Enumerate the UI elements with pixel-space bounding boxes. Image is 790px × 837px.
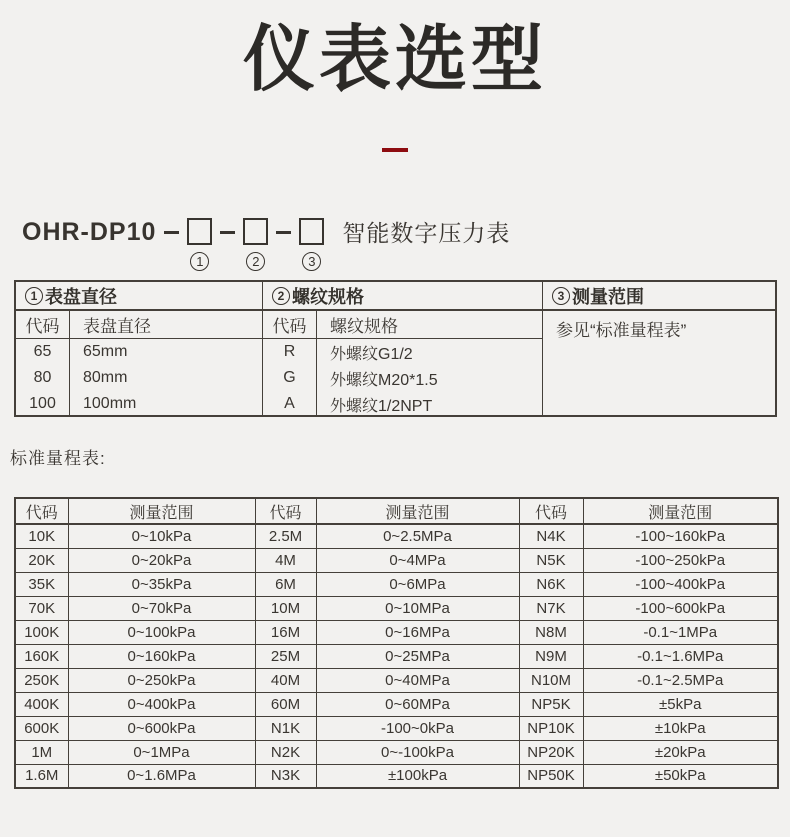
range-row [15,668,778,692]
range-value-cell: 0~10kPa [68,524,255,548]
selection-row [16,391,262,417]
range-table-wrap [14,497,777,789]
section-title: 表盘直径 [45,286,117,307]
range-code-cell: NP5K [519,692,583,716]
range-code-cell: N10M [519,668,583,692]
title-accent-dash [382,148,408,152]
range-value-cell: 0~35kPa [68,572,255,596]
range-code-cell: 60M [255,692,316,716]
range-code-cell: 2.5M [255,524,316,548]
selection-table [14,280,777,417]
option-box-3 [299,218,324,245]
section-header [16,282,262,311]
value-column-header: 螺纹规格 [330,317,398,336]
range-code-cell: N3K [255,764,316,788]
code-cell: R [263,339,317,365]
range-value-cell: ±50kPa [583,764,778,788]
model-option-2 [243,218,268,271]
selection-section-dial-diameter [16,282,262,415]
range-code-cell: N7K [519,596,583,620]
circled-number-2: 2 [272,287,290,305]
section-title: 螺纹规格 [292,286,364,307]
code-cell: 80 [16,365,70,391]
range-value-cell: 0~400kPa [68,692,255,716]
selection-row [16,339,262,365]
range-code-cell: 10K [15,524,68,548]
range-table-body [15,524,778,788]
range-value-cell: ±10kPa [583,716,778,740]
range-value-cell: -100~0kPa [316,716,519,740]
model-option-1 [187,218,212,271]
model-option-3 [299,218,324,271]
section-header [543,282,775,311]
range-row [15,524,778,548]
circled-number-2: 2 [246,252,265,271]
range-code-cell: 1M [15,740,68,764]
range-header-cell: 代码 [519,498,583,524]
code-cell: 100 [16,391,70,417]
range-value-cell: 0~20kPa [68,548,255,572]
range-code-cell: N8M [519,620,583,644]
range-code-cell: 40M [255,668,316,692]
range-code-cell: 35K [15,572,68,596]
range-value-cell: 0~600kPa [68,716,255,740]
range-header-cell: 测量范围 [583,498,778,524]
range-value-cell: 0~16MPa [316,620,519,644]
model-code-line [22,218,790,271]
range-value-cell: 0~2.5MPa [316,524,519,548]
code-cell: G [263,365,317,391]
range-header-cell: 代码 [15,498,68,524]
selection-row [16,365,262,391]
range-value-cell: -100~250kPa [583,548,778,572]
value-column-header: 表盘直径 [83,317,151,336]
range-row [15,596,778,620]
range-code-cell: 10M [255,596,316,620]
value-cell: 外螺纹M20*1.5 [330,371,438,389]
range-row [15,572,778,596]
option-box-2 [243,218,268,245]
selection-section-thread-spec [262,282,542,415]
range-value-cell: 0~160kPa [68,644,255,668]
range-value-cell: -100~600kPa [583,596,778,620]
range-value-cell: 0~10MPa [316,596,519,620]
range-code-cell: 25M [255,644,316,668]
range-value-cell: 0~100kPa [68,620,255,644]
model-prefix: OHR-DP10 [22,218,157,246]
circled-number-1: 1 [190,252,209,271]
section-header [263,282,542,311]
range-value-cell: ±20kPa [583,740,778,764]
range-value-cell: 0~4MPa [316,548,519,572]
range-row [15,764,778,788]
range-value-cell: 0~6MPa [316,572,519,596]
range-table-header-row [15,498,778,524]
code-cell: 65 [16,339,70,365]
range-value-cell: -0.1~1.6MPa [583,644,778,668]
selection-row [263,391,542,417]
range-code-cell: NP10K [519,716,583,740]
range-row [15,548,778,572]
range-code-cell: N9M [519,644,583,668]
dash-separator [276,231,291,234]
value-cell: 外螺纹G1/2 [330,345,413,363]
section-rows [263,339,542,417]
range-code-cell: 100K [15,620,68,644]
range-value-cell: 0~70kPa [68,596,255,620]
measure-range-note: 参见“标准量程表” [556,321,687,340]
range-code-cell: 4M [255,548,316,572]
value-cell: 100mm [83,395,137,412]
range-value-cell: 0~40MPa [316,668,519,692]
section-rows [16,339,262,417]
range-code-cell: N1K [255,716,316,740]
model-product-name: 智能数字压力表 [342,220,511,246]
value-cell: 外螺纹1/2NPT [330,397,433,415]
range-value-cell: 0~25MPa [316,644,519,668]
range-value-cell: -0.1~1MPa [583,620,778,644]
selection-row [263,365,542,391]
range-code-cell: 16M [255,620,316,644]
range-code-cell: NP20K [519,740,583,764]
range-code-cell: N5K [519,548,583,572]
range-code-cell: 20K [15,548,68,572]
range-value-cell: 0~1.6MPa [68,764,255,788]
range-row [15,644,778,668]
range-row [15,692,778,716]
range-value-cell: ±100kPa [316,764,519,788]
circled-number-3: 3 [302,252,321,271]
range-value-cell: -0.1~2.5MPa [583,668,778,692]
range-value-cell: -100~400kPa [583,572,778,596]
range-code-cell: 6M [255,572,316,596]
range-header-cell: 测量范围 [316,498,519,524]
range-code-cell: N4K [519,524,583,548]
range-code-cell: 70K [15,596,68,620]
dash-separator [164,231,179,234]
selection-row [263,339,542,365]
range-value-cell: -100~160kPa [583,524,778,548]
option-box-1 [187,218,212,245]
page-title: 仪表选型 [242,20,547,100]
code-column-header: 代码 [263,311,317,338]
range-value-cell: 0~-100kPa [316,740,519,764]
range-row [15,740,778,764]
range-header-cell: 代码 [255,498,316,524]
section-title: 测量范围 [572,286,644,307]
value-cell: 80mm [83,369,128,386]
range-value-cell: 0~1MPa [68,740,255,764]
circled-number-1: 1 [25,287,43,305]
standard-range-table [14,497,779,789]
selection-section-measure-range [542,282,775,415]
range-row [15,620,778,644]
range-row [15,716,778,740]
range-header-cell: 测量范围 [68,498,255,524]
range-code-cell: 600K [15,716,68,740]
range-code-cell: 400K [15,692,68,716]
range-code-cell: 250K [15,668,68,692]
range-code-cell: NP50K [519,764,583,788]
range-code-cell: N2K [255,740,316,764]
range-table-caption: 标准量程表: [10,449,106,468]
range-value-cell: 0~60MPa [316,692,519,716]
value-cell: 65mm [83,343,128,360]
section-subheader [263,311,542,339]
range-code-cell: 1.6M [15,764,68,788]
range-value-cell: ±5kPa [583,692,778,716]
section-subheader [16,311,262,339]
code-column-header: 代码 [16,311,70,338]
code-cell: A [263,391,317,417]
range-code-cell: 160K [15,644,68,668]
range-code-cell: N6K [519,572,583,596]
range-value-cell: 0~250kPa [68,668,255,692]
dash-separator [220,231,235,234]
circled-number-3: 3 [552,287,570,305]
